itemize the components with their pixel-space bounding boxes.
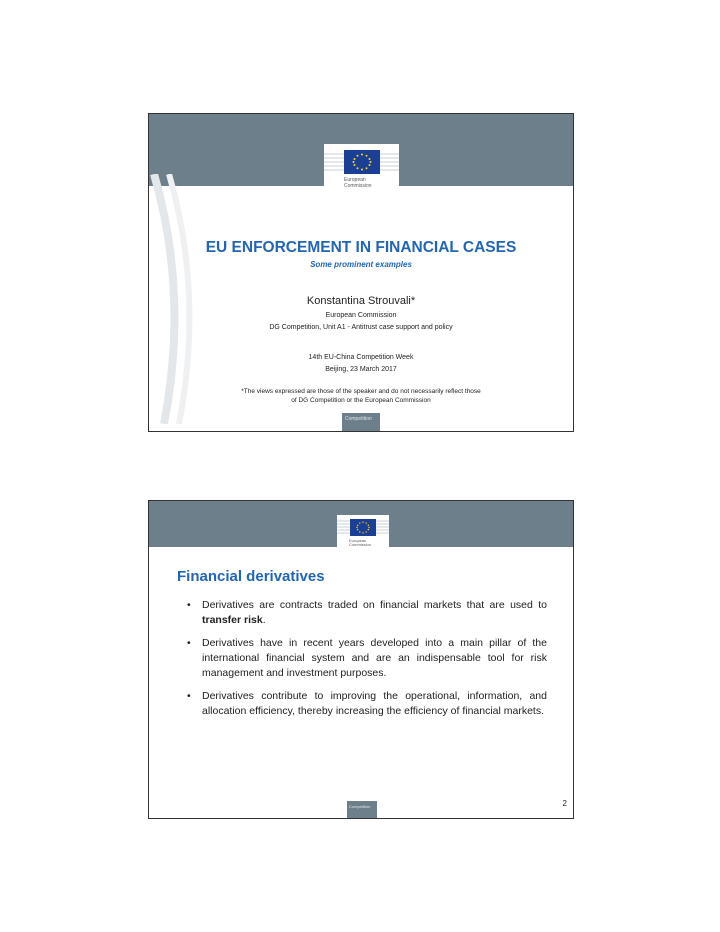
page-number: 2 xyxy=(562,799,567,808)
affiliation-line-2: DG Competition, Unit A1 - Antitrust case support and policy xyxy=(269,324,453,331)
affiliation-line-1: European Commission xyxy=(325,312,397,319)
bullet-list xyxy=(187,598,547,727)
disclaimer-line-1: *The views expressed are those of the speaker and do not necessarily reflect those xyxy=(241,388,481,395)
eu-flag-icon xyxy=(350,519,376,536)
content-slide xyxy=(148,500,574,819)
disclaimer-line-2: of DG Competition or the European Commission xyxy=(291,397,431,404)
bullet-item: • Derivatives contribute to improving the operational, information, and allocation efficiency, thereby increasing the efficiency of financial markets. xyxy=(187,689,547,719)
european-commission-logo xyxy=(324,144,399,214)
bullet-item: • Derivatives have in recent years developed into a main pillar of the international financial system and are an indispensable tool for risk management and investment purposes. xyxy=(187,636,547,681)
event-line-2: Beijing, 23 March 2017 xyxy=(325,366,397,373)
logo-text: European Commission xyxy=(344,177,372,189)
footer-tab: Competition xyxy=(342,413,380,431)
logo-text: European Commission xyxy=(349,538,372,548)
slide-subtitle: Some prominent examples xyxy=(310,260,412,269)
slide-title: EU ENFORCEMENT IN FINANCIAL CASES xyxy=(205,239,517,256)
title-slide xyxy=(148,113,574,432)
slide-title: Financial derivatives xyxy=(177,568,325,585)
footer-tab: Competition xyxy=(347,801,377,818)
european-commission-logo xyxy=(337,515,389,565)
event-line-1: 14th EU-China Competition Week xyxy=(308,354,414,361)
bullet-item: • Derivatives are contracts traded on financial markets that are used to transfer risk. xyxy=(187,598,547,628)
speaker-name: Konstantina Strouvali* xyxy=(306,295,416,307)
eu-flag-icon xyxy=(344,150,380,174)
